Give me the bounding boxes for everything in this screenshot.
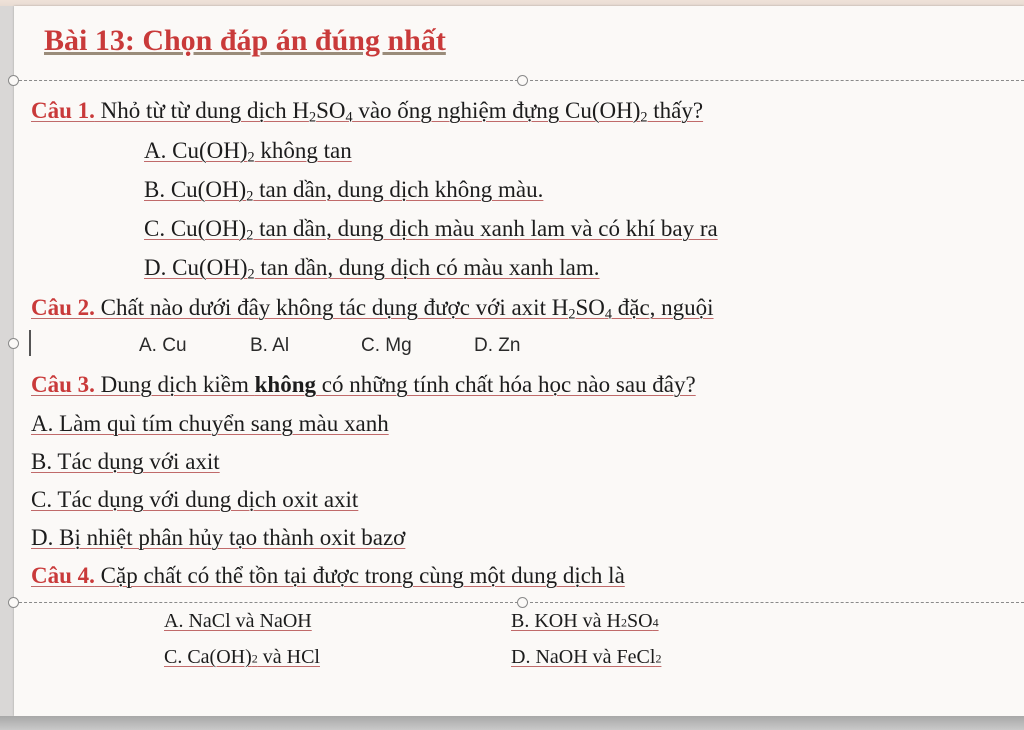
text-cursor — [29, 330, 31, 356]
q4-option-b: B. KOH và H2SO4 — [511, 610, 659, 632]
q1-option-c: C. $Cu(OH)_2$ tan dần, dung dịch màu xanh lam và có khí bay ra — [144, 216, 718, 244]
q3-option-a: A. Làm quì tím chuyển sang màu xanh — [31, 411, 389, 436]
question-1: Câu 1. Nhỏ từ từ dung dịch $H_2SO_4$ vào ống nghiệm đựng $Cu(OH)_2$ thấy? — [31, 98, 704, 126]
resize-handle-top[interactable] — [517, 75, 528, 86]
question-2-label: Câu 2. — [31, 295, 95, 320]
question-4: Câu 4. Cặp chất có thể tồn tại được trong cùng một dung dịch là — [31, 563, 625, 588]
resize-handle-bottom[interactable] — [517, 597, 528, 608]
bottom-scrollbar[interactable] — [0, 716, 1024, 730]
resize-handle-top-left[interactable] — [8, 75, 19, 86]
q2-option-c: C. Mg — [361, 335, 412, 356]
question-3-label: Câu 3. — [31, 372, 95, 397]
question-4-label: Câu 4. — [31, 563, 95, 588]
q2-option-b: B. Al — [250, 335, 290, 356]
question-1-label: Câu 1. — [31, 98, 95, 123]
q3-option-d: D. Bị nhiệt phân hủy tạo thành oxit bazơ — [31, 525, 406, 550]
q4-option-d: D. NaOH và FeCl2 — [511, 646, 662, 668]
slide[interactable] — [14, 6, 1024, 716]
q2-option-a: A. Cu — [139, 335, 187, 356]
question-2: Câu 2. Chất nào dưới đây không tác dụng được với axit $H_2SO_4$ đặc, nguội — [31, 295, 714, 323]
page-title: Bài 13: Chọn đáp án đúng nhất — [44, 24, 446, 57]
question-3: Câu 3. Dung dịch kiềm không có những tính chất hóa học nào sau đây? — [31, 372, 696, 397]
resize-handle-left[interactable] — [8, 338, 19, 349]
q4-option-a: A. NaCl và NaOH — [164, 610, 312, 632]
q2-option-d: D. Zn — [474, 335, 521, 356]
resize-handle-bottom-left[interactable] — [8, 597, 19, 608]
q3-option-b: B. Tác dụng với axit — [31, 449, 220, 474]
q1-option-b: B. $Cu(OH)_2$ tan dần, dung dịch không màu. — [144, 177, 544, 205]
q1-option-a: A. $Cu(OH)_2$ không tan — [144, 138, 352, 166]
q4-option-c: C. Ca(OH)2 và HCl — [164, 646, 320, 668]
q3-option-c: C. Tác dụng với dung dịch oxit axit — [31, 487, 359, 512]
q1-option-d: D. $Cu(OH)_2$ tan dần, dung dịch có màu xanh lam. — [144, 255, 600, 283]
